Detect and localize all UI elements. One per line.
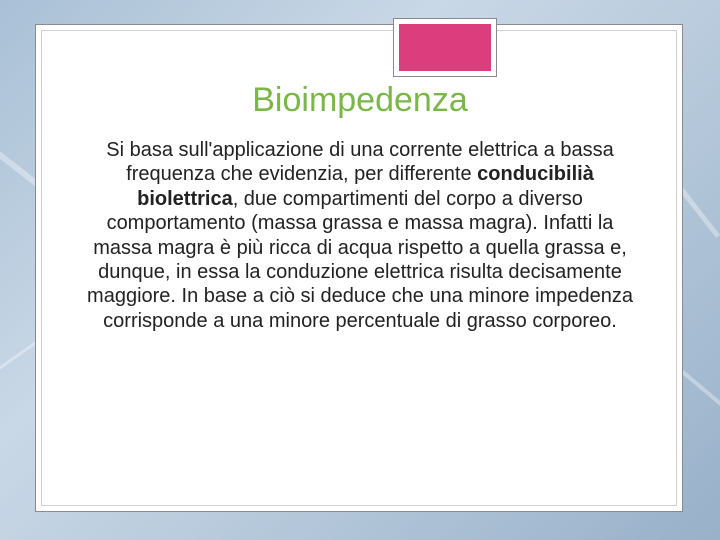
body-text-start: Si basa sull'applicazione di una corrente elettrica a bassa frequenza che evidenzia, per differente <box>106 139 614 186</box>
slide-title: Bioimpedenza <box>252 81 468 119</box>
accent-tab <box>394 19 496 76</box>
slide-body <box>80 138 640 333</box>
body-text-end: , due compartimenti del corpo a diverso comportamento (massa grassa e massa magra). Infatti la massa magra è più ricca di acqua rispetto a quella grassa e, dunque, in essa la conduzione elettrica risulta decisamente maggiore. In base a ciò si deduce che una minore impedenza corrisponde a una minore percentuale di grasso corporeo. <box>87 187 633 332</box>
body-text-bold: conducibilià biolettrica <box>137 163 594 210</box>
